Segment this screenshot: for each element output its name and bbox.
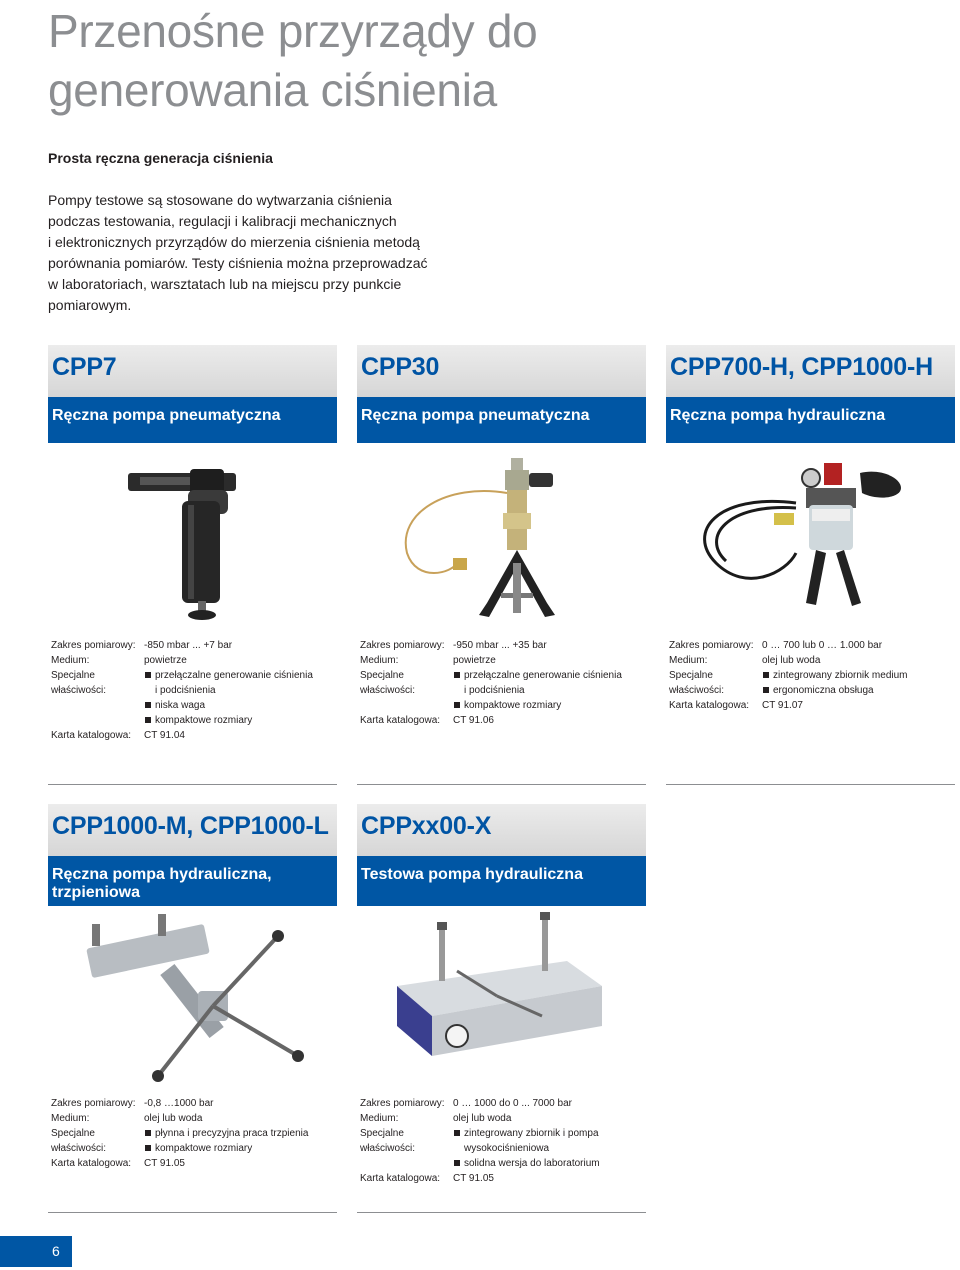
datasheet-value: CT 91.06 xyxy=(453,715,494,726)
page-number-badge xyxy=(0,1236,72,1267)
intro-heading: Prosta ręczna generacja ciśnienia xyxy=(48,150,273,166)
card-header xyxy=(48,345,337,397)
product-subtitle-band xyxy=(48,397,337,443)
feature-item: płynna i precyzyjna praca trzpienia xyxy=(144,1126,337,1141)
specs-cppxx00-x xyxy=(360,1096,646,1186)
intro-line: porównania pomiarów. Testy ciśnienia można przeprowadzać xyxy=(48,255,428,271)
range-label: Zakres pomiarowy: xyxy=(669,640,754,651)
datasheet-label: Karta katalogowa: xyxy=(360,715,441,726)
datasheet-value: CT 91.05 xyxy=(453,1173,494,1184)
range-label: Zakres pomiarowy: xyxy=(360,640,445,651)
feature-item: kompaktowe rozmiary xyxy=(144,1141,337,1156)
feature-item: solidna wersja do laboratorium xyxy=(453,1156,646,1171)
features-label xyxy=(360,668,453,713)
range-label: Zakres pomiarowy: xyxy=(51,1098,136,1109)
features-list xyxy=(762,668,955,698)
datasheet-value: CT 91.05 xyxy=(144,1158,185,1169)
product-card-cpp7 xyxy=(48,345,337,633)
features-label-line-2: właściwości: xyxy=(360,685,416,696)
features-label-line-1: Specjalne xyxy=(669,670,713,681)
feature-item: kompaktowe rozmiary xyxy=(144,713,337,728)
product-subtitle: Ręczna pompa hydrauliczna xyxy=(670,407,886,424)
feature-item: niska waga xyxy=(144,698,337,713)
specs-cpp30 xyxy=(360,638,646,728)
product-subtitle-band xyxy=(48,856,337,906)
card-header xyxy=(357,345,646,397)
product-photo-cpp1000-m xyxy=(48,906,337,1086)
feature-item-continued: i podciśnienia xyxy=(155,685,216,696)
card-header xyxy=(666,345,955,397)
card-divider xyxy=(357,1212,646,1213)
range-label: Zakres pomiarowy: xyxy=(51,640,136,651)
card-divider xyxy=(48,1212,337,1213)
page-title xyxy=(48,2,928,120)
specs-cpp1000-m xyxy=(51,1096,337,1171)
datasheet-value: CT 91.07 xyxy=(762,700,803,711)
page-title-line-1: Przenośne przyrządy do xyxy=(48,5,538,57)
feature-item-continued: i podciśnienia xyxy=(464,685,525,696)
medium-value: olej lub woda xyxy=(762,655,821,666)
product-subtitle-band xyxy=(666,397,955,443)
card-header xyxy=(357,804,646,856)
medium-value: olej lub woda xyxy=(144,1113,203,1124)
intro-line: pomiarowym. xyxy=(48,297,132,313)
intro-line: Pompy testowe są stosowane do wytwarzania ciśnienia xyxy=(48,192,392,208)
product-title: CPP700-H, CPP1000-H xyxy=(670,353,933,381)
datasheet-label: Karta katalogowa: xyxy=(360,1173,441,1184)
features-label-line-2: właściwości: xyxy=(669,685,725,696)
product-title: CPPxx00-X xyxy=(361,812,492,840)
feature-item: zintegrowany zbiornik medium xyxy=(762,668,955,683)
feature-item: przełączalne generowanie ciśnienia xyxy=(453,668,646,683)
datasheet-value: CT 91.04 xyxy=(144,730,185,741)
range-label: Zakres pomiarowy: xyxy=(360,1098,445,1109)
feature-item: kompaktowe rozmiary xyxy=(453,698,646,713)
medium-value: powietrze xyxy=(453,655,496,666)
product-title: CPP30 xyxy=(361,353,440,381)
features-label xyxy=(669,668,762,698)
feature-item: przełączalne generowanie ciśnienia xyxy=(144,668,337,683)
feature-item-continued: wysokociśnieniowa xyxy=(464,1143,550,1154)
features-label xyxy=(51,668,144,728)
feature-item: zintegrowany zbiornik i pompa xyxy=(453,1126,646,1141)
medium-label: Medium: xyxy=(360,1113,399,1124)
intro-line: podczas testowania, regulacji i kalibracji mechanicznych xyxy=(48,213,397,229)
page-number: 6 xyxy=(52,1243,60,1259)
features-label xyxy=(51,1126,144,1156)
product-card-cpp1000-m xyxy=(48,804,337,1086)
product-subtitle-line-2: trzpieniowa xyxy=(52,884,141,901)
product-card-cpp30 xyxy=(357,345,646,633)
product-photo-cpp700-h xyxy=(666,443,955,633)
features-list xyxy=(453,1126,646,1171)
range-value: -0,8 …1000 bar xyxy=(144,1098,214,1109)
features-list xyxy=(453,668,646,713)
medium-value: olej lub woda xyxy=(453,1113,512,1124)
range-value: 0 … 700 lub 0 … 1.000 bar xyxy=(762,640,883,651)
range-value: -950 mbar ... +35 bar xyxy=(453,640,547,651)
specs-cpp7 xyxy=(51,638,337,743)
features-list xyxy=(144,1126,337,1156)
intro-line: i elektronicznych przyrządów do mierzenia ciśnienia metodą xyxy=(48,234,420,250)
datasheet-label: Karta katalogowa: xyxy=(51,730,132,741)
features-label-line-1: Specjalne xyxy=(360,1128,404,1139)
datasheet-label: Karta katalogowa: xyxy=(669,700,750,711)
intro-line: w laboratoriach, warsztatach lub na miejscu przy punkcie xyxy=(48,276,402,292)
features-label-line-2: właściwości: xyxy=(360,1143,416,1154)
features-label-line-1: Specjalne xyxy=(51,1128,95,1139)
product-card-cpp700-h xyxy=(666,345,955,633)
feature-item: ergonomiczna obsługa xyxy=(762,683,955,698)
intro-paragraph xyxy=(48,190,468,316)
product-title: CPP7 xyxy=(52,353,117,381)
product-subtitle: Ręczna pompa hydrauliczna, xyxy=(52,866,272,883)
medium-label: Medium: xyxy=(360,655,399,666)
product-subtitle: Ręczna pompa pneumatyczna xyxy=(52,407,281,424)
product-photo-cpp30 xyxy=(357,443,646,633)
card-divider xyxy=(666,784,955,785)
product-subtitle: Testowa pompa hydrauliczna xyxy=(361,866,583,883)
datasheet-label: Karta katalogowa: xyxy=(51,1158,132,1169)
features-label-line-1: Specjalne xyxy=(360,670,404,681)
product-title: CPP1000-M, CPP1000-L xyxy=(52,812,329,840)
medium-label: Medium: xyxy=(669,655,708,666)
medium-value: powietrze xyxy=(144,655,187,666)
features-label-line-2: właściwości: xyxy=(51,685,107,696)
medium-label: Medium: xyxy=(51,1113,90,1124)
specs-cpp700-h xyxy=(669,638,955,713)
product-subtitle-band xyxy=(357,397,646,443)
card-divider xyxy=(48,784,337,785)
features-list xyxy=(144,668,337,728)
product-photo-cpp7 xyxy=(48,443,337,633)
features-label-line-2: właściwości: xyxy=(51,1143,107,1154)
product-subtitle-band xyxy=(357,856,646,906)
page-title-line-2: generowania ciśnienia xyxy=(48,64,497,116)
product-subtitle: Ręczna pompa pneumatyczna xyxy=(361,407,590,424)
card-divider xyxy=(357,784,646,785)
product-photo-cppxx00-x xyxy=(357,906,646,1086)
card-header xyxy=(48,804,337,856)
medium-label: Medium: xyxy=(51,655,90,666)
features-label xyxy=(360,1126,453,1171)
features-label-line-1: Specjalne xyxy=(51,670,95,681)
range-value: 0 … 1000 do 0 ... 7000 bar xyxy=(453,1098,572,1109)
range-value: -850 mbar ... +7 bar xyxy=(144,640,233,651)
product-card-cppxx00-x xyxy=(357,804,646,1086)
